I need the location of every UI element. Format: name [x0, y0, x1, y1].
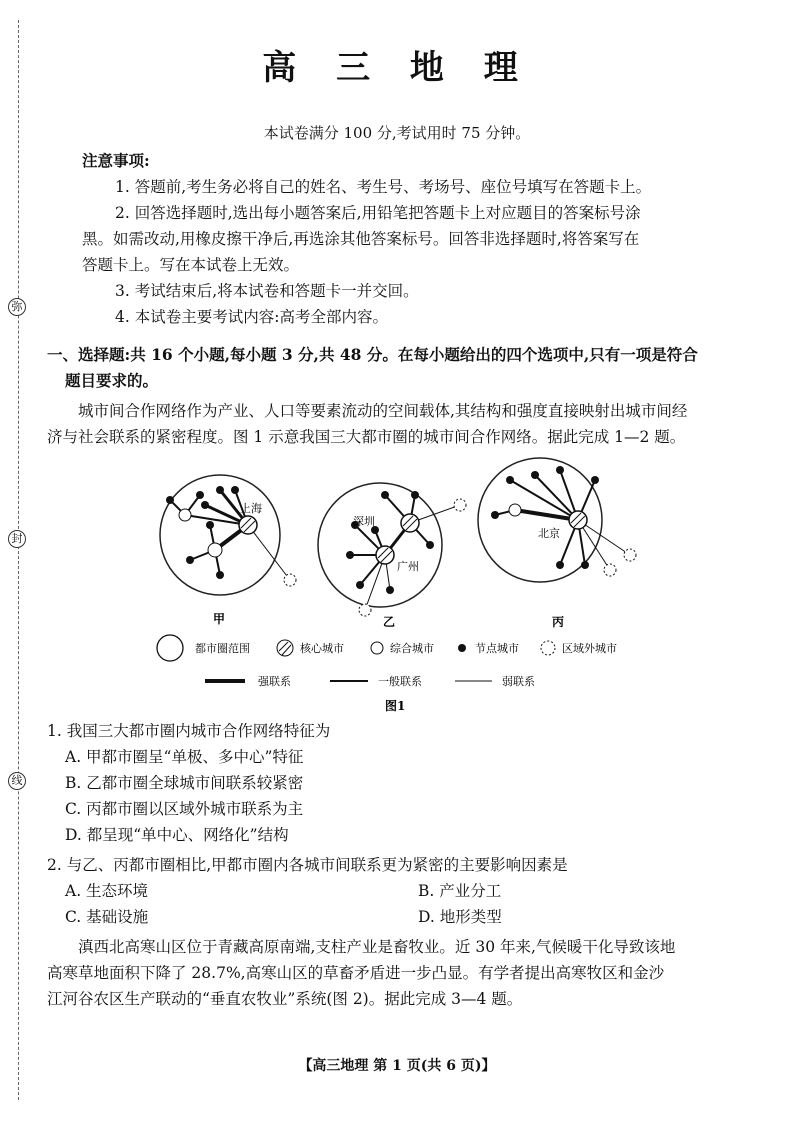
notice-heading: 注意事项:: [82, 151, 150, 170]
q1-option-d: D. 都呈现“单中心、网络化”结构: [65, 826, 289, 844]
exam-info: 本试卷满分 100 分,考试用时 75 分钟。: [263, 124, 531, 142]
seal-char-feng: 封: [8, 530, 26, 548]
legend-node-label: 节点城市: [475, 642, 519, 655]
legend-strong-label: 强联系: [258, 675, 291, 688]
q2-option-d: D. 地形类型: [418, 908, 502, 926]
legend-outside-label: 区域外城市: [562, 642, 617, 655]
city-label-guangzhou: 广州: [397, 560, 419, 573]
q2-option-c: C. 基础设施: [65, 908, 149, 926]
notice-item-2-line3: 答题卡上。写在本试卷上无效。: [82, 256, 300, 274]
page-title: 高 三 地 理: [262, 48, 532, 88]
q2-option-b: B. 产业分工: [418, 882, 502, 900]
legend-node-icon: [458, 644, 466, 652]
section-heading-line1: 一、选择题:共 16 个小题,每小题 3 分,共 48 分。在每小题给出的四个选项中,只有一项是符合: [47, 345, 698, 364]
seal-char-xian: 线: [8, 772, 26, 790]
passage2-line1: 滇西北高寒山区位于青藏高原南端,支柱产业是畜牧业。近 30 年来,气候暖干化导致该地: [78, 938, 676, 956]
passage2-line3: 江河谷农区生产联动的“垂直农牧业”系统(图 2)。据此完成 3—4 题。: [47, 990, 523, 1008]
metro-area-yi: [318, 483, 466, 616]
metro-area-jia: [160, 475, 296, 595]
page-footer: 【高三地理 第 1 页(共 6 页)】: [298, 1058, 496, 1074]
label-jia: 甲: [213, 612, 226, 626]
notice-item-2-line1: 2. 回答选择题时,选出每小题答案后,用铅笔把答题卡上对应题目的答案标号涂: [115, 204, 641, 222]
city-label-shenzhen: 深圳: [353, 515, 375, 528]
city-label-beijing: 北京: [538, 527, 560, 540]
legend-comprehensive-icon: [371, 642, 383, 654]
legend-range-label: 都市圈范围: [195, 642, 250, 655]
section-heading-line2: 题目要求的。: [65, 371, 159, 390]
figure-1-network-diagram: [140, 455, 660, 715]
binding-margin-line: [18, 20, 21, 1100]
legend-core-label: 核心城市: [300, 642, 344, 655]
notice-item-1: 1. 答题前,考生务必将自己的姓名、考生号、考场号、座位号填写在答题卡上。: [115, 178, 652, 196]
passage1-line1: 城市间合作网络作为产业、人口等要素流动的空间载体,其结构和强度直接映射出城市间经: [78, 402, 688, 420]
notice-item-2-line2: 黑。如需改动,用橡皮擦干净后,再选涂其他答案标号。回答非选择题时,将答案写在: [82, 230, 640, 248]
q2-stem: 2. 与乙、丙都市圈相比,甲都市圈内各城市间联系更为紧密的主要影响因素是: [47, 856, 568, 874]
city-label-shanghai: 上海: [240, 502, 262, 515]
q1-option-b: B. 乙都市圈全球城市间联系较紧密: [65, 774, 304, 792]
passage1-line2: 济与社会联系的紧密程度。图 1 示意我国三大都市圈的城市间合作网络。据此完成 1—2 题。: [47, 428, 686, 446]
legend-general-label: 一般联系: [378, 675, 422, 688]
q1-stem: 1. 我国三大都市圈内城市合作网络特征为: [47, 722, 331, 740]
q2-option-a: A. 生态环境: [65, 882, 149, 900]
legend-weak-label: 弱联系: [502, 675, 535, 688]
label-yi: 乙: [383, 615, 396, 629]
legend-comprehensive-label: 综合城市: [390, 642, 434, 655]
passage2-line2: 高寒草地面积下降了 28.7%,高寒山区的草畜矛盾进一步凸显。有学者提出高寒牧区和金沙: [47, 964, 665, 982]
seal-char-mi: 弥: [8, 298, 26, 316]
legend-range-icon: [157, 635, 183, 661]
metro-area-bing: [478, 458, 636, 582]
notice-item-3: 3. 考试结束后,将本试卷和答题卡一并交回。: [115, 282, 419, 300]
figure-caption: 图1: [385, 699, 406, 713]
legend-outside-icon: [541, 641, 555, 655]
q1-option-a: A. 甲都市圈呈“单极、多中心”特征: [65, 748, 304, 766]
notice-item-4: 4. 本试卷主要考试内容:高考全部内容。: [115, 308, 388, 326]
legend-core-icon: [277, 640, 293, 656]
label-bing: 丙: [552, 615, 565, 629]
q1-option-c: C. 丙都市圈以区域外城市联系为主: [65, 800, 304, 818]
